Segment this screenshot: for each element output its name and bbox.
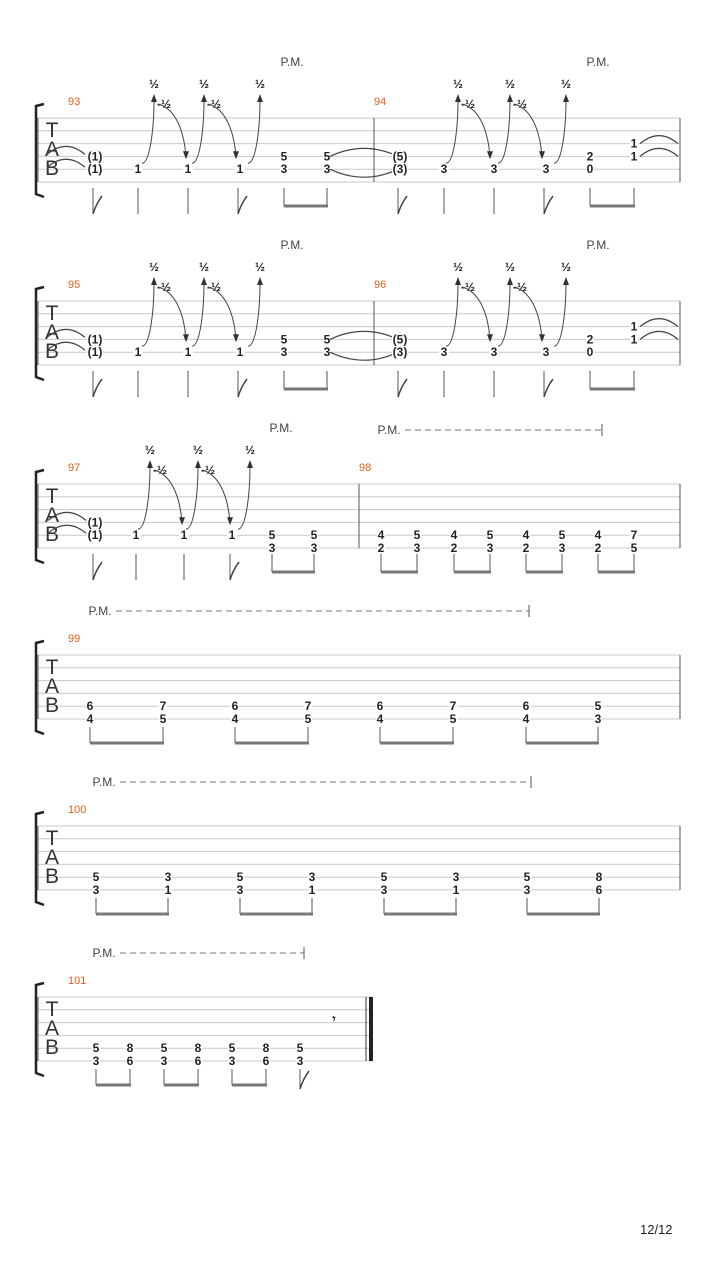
fret-number: 1: [630, 149, 638, 164]
note-beam: [240, 913, 313, 916]
eighth-rest: 𝄾: [332, 1012, 336, 1026]
note-beam: [590, 205, 635, 208]
note-beam: [381, 571, 418, 574]
fret-number: 5: [323, 149, 331, 164]
tab-clef-letter: B: [44, 340, 60, 363]
bend-curve: [498, 283, 510, 346]
note-flag: [238, 196, 247, 214]
fret-number: 6: [262, 1054, 270, 1068]
note-beam: [90, 742, 164, 745]
bend-amount: ½: [198, 260, 210, 274]
fret-number: 3: [542, 345, 550, 360]
release-arrowhead: [539, 151, 545, 159]
release-amount: -½: [460, 97, 476, 111]
fret-number: 3: [558, 541, 566, 555]
fret-number: 4: [376, 712, 384, 726]
measure-number: 94: [374, 96, 387, 108]
bend-curve: [192, 100, 204, 163]
fret-number: 5: [380, 870, 388, 885]
fret-number: 7: [159, 699, 167, 714]
bend-amount: ½: [452, 77, 464, 91]
palm-mute-label: P.M.: [92, 946, 116, 960]
fret-number: 1: [630, 136, 638, 151]
bend-curve: [446, 100, 458, 163]
bend-curve: [498, 100, 510, 163]
tie-arc: [330, 148, 398, 156]
bend-amount: ½: [504, 77, 516, 91]
tie-arc: [640, 331, 678, 339]
tab-system: [36, 470, 680, 563]
fret-number: 5: [280, 149, 288, 164]
fret-number: 5: [413, 528, 421, 543]
fret-number: 3: [280, 345, 288, 360]
fret-number: 3: [523, 883, 531, 897]
bend-amount: ½: [560, 77, 572, 91]
fret-number: 3: [542, 162, 550, 177]
measure-number: 95: [68, 279, 81, 291]
bend-curve: [238, 466, 250, 529]
fret-number: 5: [280, 332, 288, 347]
bend-arrowhead: [563, 94, 569, 102]
fret-number: 2: [594, 541, 602, 555]
bend-curve: [248, 283, 260, 346]
bend-amount: ½: [504, 260, 516, 274]
note-beam: [454, 571, 491, 574]
tab-clef-letter: T: [45, 302, 59, 325]
fret-number: 5: [160, 1041, 168, 1056]
fret-number: 6: [376, 699, 384, 714]
fret-number: 8: [194, 1041, 202, 1056]
note-beam: [380, 742, 454, 745]
fret-number: 4: [231, 712, 239, 726]
tab-clef-letter: A: [44, 846, 60, 869]
note-flag: [230, 562, 239, 580]
note-beam: [284, 388, 328, 391]
fret-number: 3: [160, 1054, 168, 1068]
fret-number: 6: [194, 1054, 202, 1068]
tab-clef-letter: T: [45, 485, 59, 508]
fret-number: 1: [630, 319, 638, 334]
bend-amount: ½: [452, 260, 464, 274]
fret-number: 1: [308, 883, 316, 897]
fret-number: 5: [268, 528, 276, 543]
note-beam: [235, 742, 309, 745]
bend-amount: ½: [192, 443, 204, 457]
tab-system: [36, 641, 680, 734]
fret-number: (1): [87, 515, 103, 530]
release-arrowhead: [487, 151, 493, 159]
fret-number: 7: [630, 528, 638, 543]
fret-number: 5: [92, 1041, 100, 1056]
release-arrowhead: [227, 517, 233, 525]
release-arrowhead: [487, 334, 493, 342]
fret-number: 5: [236, 870, 244, 885]
fret-number: (1): [87, 332, 103, 347]
fret-number: (1): [87, 528, 103, 543]
note-flag: [238, 379, 247, 397]
fret-number: 5: [449, 712, 457, 726]
bend-curve: [142, 100, 154, 163]
tab-system: [36, 104, 680, 197]
fret-number: 1: [180, 528, 188, 543]
measure-number: 100: [68, 804, 87, 816]
tab-clef-letter: T: [45, 998, 59, 1021]
tab-clef-letter: A: [44, 138, 60, 161]
fret-number: 2: [450, 541, 458, 555]
release-amount: -½: [206, 280, 222, 294]
fret-number: (1): [87, 162, 103, 177]
fret-number: 6: [522, 699, 530, 714]
fret-number: 5: [523, 870, 531, 885]
page-number: 12/12: [640, 1222, 673, 1237]
fret-number: 3: [323, 162, 331, 177]
tab-clef-letter: T: [45, 119, 59, 142]
note-beam: [526, 571, 563, 574]
tie-arc: [640, 136, 678, 144]
fret-number: 3: [296, 1054, 304, 1068]
fret-number: 5: [310, 528, 318, 543]
fret-number: 3: [440, 162, 448, 177]
fret-number: 4: [377, 528, 385, 543]
palm-mute-label: P.M.: [377, 423, 401, 437]
palm-mute-label: P.M.: [92, 775, 116, 789]
fret-number: 3: [380, 883, 388, 897]
fret-number: (5): [392, 332, 408, 347]
fret-number: 8: [262, 1041, 270, 1056]
fret-number: 4: [594, 528, 602, 543]
fret-number: 1: [630, 332, 638, 347]
fret-number: 3: [280, 162, 288, 177]
note-flag: [300, 1071, 309, 1089]
palm-mute-label: P.M.: [88, 604, 112, 618]
note-beam: [598, 571, 635, 574]
note-beam: [526, 742, 599, 745]
bend-curve: [186, 466, 198, 529]
fret-number: 1: [134, 345, 142, 360]
fret-number: 2: [377, 541, 385, 555]
bend-arrowhead: [247, 460, 253, 468]
fret-number: 4: [450, 528, 458, 543]
fret-number: 1: [184, 162, 192, 177]
release-amount: -½: [200, 463, 216, 477]
bend-amount: ½: [244, 443, 256, 457]
note-flag: [93, 562, 102, 580]
note-flag: [398, 379, 407, 397]
tab-system: [36, 983, 373, 1076]
fret-number: 1: [184, 345, 192, 360]
note-beam: [527, 913, 600, 916]
fret-number: 3: [413, 541, 421, 555]
fret-number: (3): [392, 345, 408, 360]
fret-number: 5: [323, 332, 331, 347]
fret-number: 2: [586, 332, 594, 347]
bend-amount: ½: [148, 77, 160, 91]
bend-curve: [192, 283, 204, 346]
bend-curve: [138, 466, 150, 529]
note-beam: [272, 571, 315, 574]
fret-number: 3: [486, 541, 494, 555]
tab-clef-letter: B: [44, 523, 60, 546]
fret-number: 0: [586, 345, 594, 360]
tab-clef-letter: A: [44, 504, 60, 527]
note-beam: [284, 205, 328, 208]
bend-curve: [554, 100, 566, 163]
fret-number: 1: [236, 345, 244, 360]
fret-number: 3: [92, 1054, 100, 1068]
fret-number: 5: [296, 1041, 304, 1056]
release-amount: -½: [156, 280, 172, 294]
bend-amount: ½: [144, 443, 156, 457]
release-amount: -½: [156, 97, 172, 111]
bend-amount: ½: [254, 260, 266, 274]
fret-number: 3: [236, 883, 244, 897]
fret-number: 4: [86, 712, 94, 726]
measure-number: 101: [68, 975, 87, 987]
palm-mute-label: P.M.: [586, 55, 610, 69]
note-flag: [93, 379, 102, 397]
bend-amount: ½: [148, 260, 160, 274]
bend-amount: ½: [560, 260, 572, 274]
fret-number: 8: [595, 870, 603, 885]
release-amount: -½: [512, 97, 528, 111]
fret-number: 7: [449, 699, 457, 714]
note-beam: [590, 388, 635, 391]
fret-number: 1: [236, 162, 244, 177]
note-beam: [96, 1084, 131, 1087]
tie-arc: [330, 169, 398, 177]
palm-mute-label: P.M.: [280, 238, 304, 252]
fret-number: 2: [586, 149, 594, 164]
fret-number: 3: [164, 870, 172, 885]
fret-number: 1: [134, 162, 142, 177]
tie-arc: [640, 148, 678, 156]
fret-number: 5: [486, 528, 494, 543]
final-barline-thick: [369, 997, 373, 1061]
release-arrowhead: [233, 151, 239, 159]
fret-number: 5: [558, 528, 566, 543]
release-arrowhead: [233, 334, 239, 342]
fret-number: 6: [231, 699, 239, 714]
fret-number: 3: [228, 1054, 236, 1068]
fret-number: (1): [87, 149, 103, 164]
fret-number: 5: [159, 712, 167, 726]
tab-clef-letter: A: [44, 675, 60, 698]
bend-curve: [248, 100, 260, 163]
tab-clef-letter: B: [44, 865, 60, 888]
tie-arc: [330, 331, 398, 339]
bend-arrowhead: [563, 277, 569, 285]
note-beam: [384, 913, 457, 916]
bend-curve: [142, 283, 154, 346]
tab-clef-letter: A: [44, 1017, 60, 1040]
fret-number: (1): [87, 345, 103, 360]
palm-mute-label: P.M.: [269, 421, 293, 435]
fret-number: 3: [268, 541, 276, 555]
fret-number: 5: [630, 541, 638, 555]
palm-mute-label: P.M.: [280, 55, 304, 69]
palm-mute-label: P.M.: [586, 238, 610, 252]
fret-number: 4: [522, 712, 530, 726]
tab-clef-letter: T: [45, 656, 59, 679]
fret-number: 5: [594, 699, 602, 714]
tab-clef-letter: A: [44, 321, 60, 344]
release-arrowhead: [539, 334, 545, 342]
tie-arc: [640, 319, 678, 327]
release-amount: -½: [460, 280, 476, 294]
tie-arc: [330, 352, 398, 360]
tab-system: [36, 287, 680, 380]
fret-number: 3: [594, 712, 602, 726]
release-amount: -½: [152, 463, 168, 477]
fret-number: 3: [323, 345, 331, 360]
fret-number: 1: [228, 528, 236, 543]
tab-clef-letter: B: [44, 694, 60, 717]
note-flag: [398, 196, 407, 214]
release-arrowhead: [179, 517, 185, 525]
fret-number: 1: [164, 883, 172, 897]
note-beam: [96, 913, 169, 916]
tab-clef-letter: B: [44, 1036, 60, 1059]
measure-number: 96: [374, 279, 387, 291]
tab-clef-letter: B: [44, 157, 60, 180]
fret-number: 1: [452, 883, 460, 897]
fret-number: 5: [228, 1041, 236, 1056]
fret-number: 1: [132, 528, 140, 543]
fret-number: 8: [126, 1041, 134, 1056]
note-flag: [93, 196, 102, 214]
bend-curve: [554, 283, 566, 346]
fret-number: 5: [92, 870, 100, 885]
bend-amount: ½: [198, 77, 210, 91]
bend-amount: ½: [254, 77, 266, 91]
fret-number: 4: [522, 528, 530, 543]
fret-number: 6: [126, 1054, 134, 1068]
fret-number: 7: [304, 699, 312, 714]
bend-curve: [446, 283, 458, 346]
fret-number: 3: [440, 345, 448, 360]
measure-number: 98: [359, 462, 372, 474]
fret-number: 3: [490, 345, 498, 360]
fret-number: (3): [392, 162, 408, 177]
fret-number: 3: [92, 883, 100, 897]
fret-number: 3: [308, 870, 316, 885]
release-amount: -½: [512, 280, 528, 294]
tab-clef-letter: T: [45, 827, 59, 850]
note-flag: [544, 196, 553, 214]
fret-number: (5): [392, 149, 408, 164]
fret-number: 6: [86, 699, 94, 714]
fret-number: 3: [452, 870, 460, 885]
note-flag: [544, 379, 553, 397]
fret-number: 6: [595, 883, 603, 897]
measure-number: 97: [68, 462, 81, 474]
tab-system: [36, 812, 680, 905]
fret-number: 2: [522, 541, 530, 555]
measure-number: 99: [68, 633, 81, 645]
fret-number: 3: [310, 541, 318, 555]
note-beam: [164, 1084, 199, 1087]
note-beam: [232, 1084, 267, 1087]
release-amount: -½: [206, 97, 222, 111]
release-arrowhead: [183, 334, 189, 342]
bend-arrowhead: [257, 94, 263, 102]
fret-number: 5: [304, 712, 312, 726]
fret-number: 0: [586, 162, 594, 177]
measure-number: 93: [68, 96, 81, 108]
fret-number: 3: [490, 162, 498, 177]
release-arrowhead: [183, 151, 189, 159]
bend-arrowhead: [257, 277, 263, 285]
